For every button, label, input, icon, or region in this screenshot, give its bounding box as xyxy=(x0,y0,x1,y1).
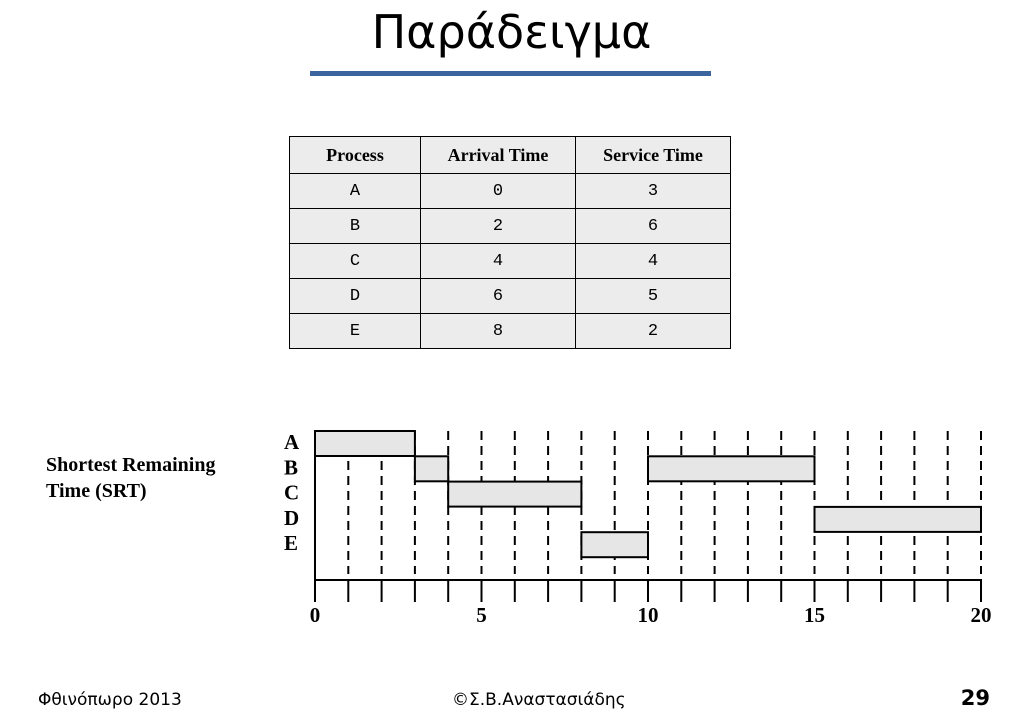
header-arrival-time: Arrival Time xyxy=(421,137,576,174)
gantt-bar-a xyxy=(315,431,415,456)
time-tick-label: 15 xyxy=(804,603,825,627)
cell-arrival: 2 xyxy=(421,209,576,244)
cell-process: D xyxy=(290,279,421,314)
process-label-d: D xyxy=(284,505,300,530)
time-tick-label: 0 xyxy=(309,603,321,627)
cell-service: 5 xyxy=(576,279,731,314)
cell-service: 2 xyxy=(576,314,731,349)
srt-label-line2: Time (SRT) xyxy=(46,480,147,502)
footer-season: Φθινόπωρο 2013 xyxy=(38,690,182,710)
gantt-bar-b xyxy=(415,456,448,481)
cell-arrival: 0 xyxy=(421,174,576,209)
cell-service: 6 xyxy=(576,209,731,244)
gantt-bar-b xyxy=(648,456,815,481)
cell-arrival: 8 xyxy=(421,314,576,349)
slide-title: Παράδειγμα xyxy=(371,5,652,59)
cell-service: 3 xyxy=(576,174,731,209)
gantt-bar-c xyxy=(448,482,581,507)
cell-arrival: 6 xyxy=(421,279,576,314)
time-tick-label: 5 xyxy=(476,603,487,627)
srt-label-line1: Shortest Remaining xyxy=(46,454,216,476)
page-number: 29 xyxy=(960,686,990,710)
footer-author: ©Σ.Β.Αναστασιάδης xyxy=(452,690,626,710)
process-label-e: E xyxy=(284,531,299,556)
cell-service: 4 xyxy=(576,244,731,279)
gantt-bar-e xyxy=(581,532,648,557)
time-tick-label: 20 xyxy=(970,603,992,627)
process-label-b: B xyxy=(284,455,299,480)
process-label-a: A xyxy=(284,430,300,454)
cell-arrival: 4 xyxy=(421,244,576,279)
cell-process: E xyxy=(290,314,421,349)
header-process: Process xyxy=(290,137,421,174)
cell-process: A xyxy=(290,174,421,209)
time-tick-label: 10 xyxy=(637,603,659,627)
gantt-bar-d xyxy=(815,507,982,532)
cell-process: B xyxy=(290,209,421,244)
process-label-c: C xyxy=(284,480,300,505)
cell-process: C xyxy=(290,244,421,279)
header-service-time: Service Time xyxy=(576,137,731,174)
